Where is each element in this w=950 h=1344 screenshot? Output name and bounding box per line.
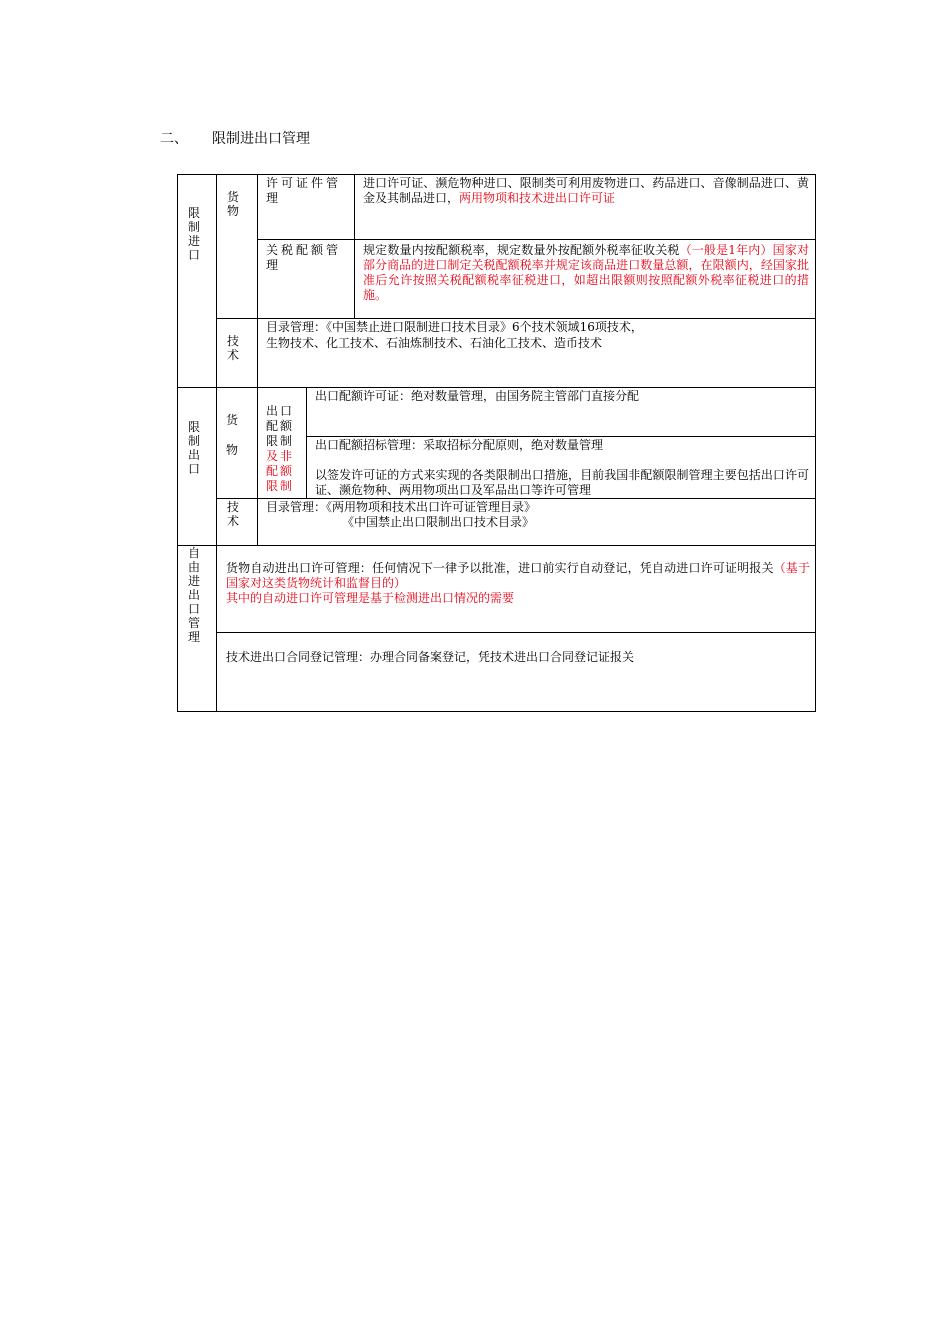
export-quota-license: 出口配额许可证：绝对数量管理，由国务院主管部门直接分配 — [315, 389, 640, 403]
tariff-quota-text: 规定数量内按配额税率，规定数量外按配额外税率征收关税（一般是1年内）国家对部分商品的进口制定关税配额税率并规定该商品进口数量总额，在限额内，经国家批准后允许按照关税配额税率征税进口，如超出限额则按照配额外税率征税进口的措施。 — [363, 243, 809, 302]
license-management-text: 进口许可证、濒危物种进口、限制类可利用废物进口、药品进口、音像制品进口、黄金及其制品进口，两用物项和技术进出口许可证 — [363, 176, 809, 205]
import-restriction-label: 限制进口 — [187, 206, 200, 262]
import-tech-label: 技术 — [226, 334, 239, 362]
col-divider — [354, 174, 355, 318]
col-divider — [306, 387, 307, 499]
row-divider — [257, 239, 816, 240]
tariff-quota-label: 关税配额管理 — [266, 243, 342, 272]
export-tech-label: 技术 — [226, 500, 239, 528]
import-tech-catalog: 目录管理：《中国禁止进口限制进口技术目录》6个技术领域16项技术， — [266, 320, 643, 334]
license-management-label: 许可证件管理 — [266, 176, 342, 205]
row-divider — [216, 318, 816, 319]
export-quota-label: 出口配额限制及非配额限制 — [266, 404, 295, 493]
goods-auto-license-text: 货物自动进出口许可管理：任何情况下一律予以批准，进口前实行自动登记，凭自动进口许可证明报关（基于国家对这类货物统计和监督目的） 其中的自动进口许可管理是基于检测进出口情况的需要 — [226, 561, 810, 605]
section-number: 二、 — [160, 131, 188, 147]
import-goods-label: 货物 — [226, 190, 239, 218]
import-tech-list: 生物技术、化工技术、石油炼制技术、石油化工技术、造币技术 — [266, 336, 603, 350]
free-trade-label: 自由进出口管理 — [187, 546, 200, 644]
row-divider — [306, 436, 816, 437]
row-divider — [216, 632, 816, 633]
export-restriction-label: 限制出口 — [187, 420, 200, 476]
row-divider — [216, 498, 816, 499]
tech-contract-registration-text: 技术进出口合同登记管理：办理合同备案登记，凭技术进出口合同登记证报关 — [226, 650, 635, 664]
export-tech-dual-use-catalog: 目录管理：《两用物项和技术出口许可证管理目录》 — [266, 500, 537, 514]
export-tech-prohibited-catalog: 《中国禁止出口限制出口技术目录》 — [342, 515, 535, 529]
col-divider — [257, 174, 258, 387]
export-quota-bidding: 出口配额招标管理：采取招标分配原则，绝对数量管理 — [315, 438, 604, 452]
export-goods-label: 货物 — [226, 413, 239, 457]
section-heading — [160, 128, 310, 148]
row-divider-import-export — [177, 387, 816, 388]
export-nonquota-text: 以签发许可证的方式来实现的各类限制出口措施，目前我国非配额限制管理主要包括出口许可证、濒危物种、两用物项出口及军品出口等许可管理 — [315, 468, 809, 497]
col-divider — [257, 387, 258, 545]
section-title: 限制进出口管理 — [212, 131, 310, 147]
row-divider-export-free — [177, 545, 816, 546]
